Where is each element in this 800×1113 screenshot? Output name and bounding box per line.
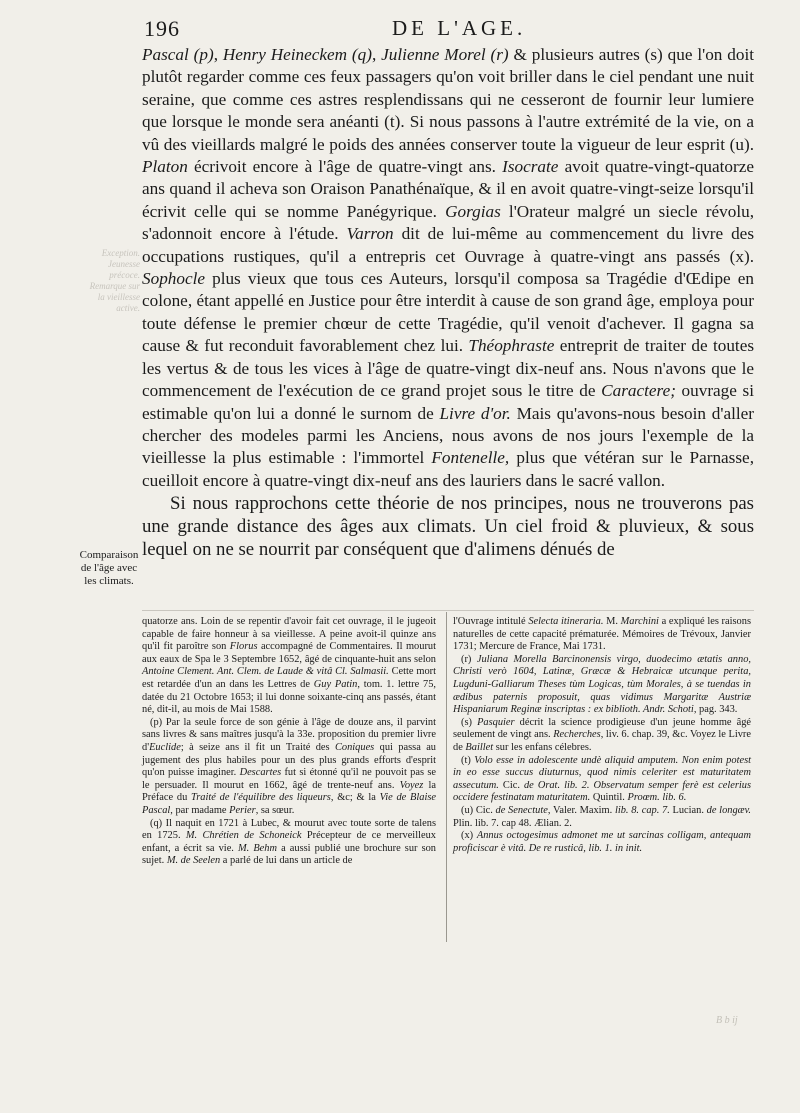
italic-run: lib. 8. cap. 7.: [614, 804, 670, 816]
text-run: l'Ouvrage intitulé: [453, 616, 529, 627]
italic-run: Isocrate: [502, 157, 559, 177]
text-run: l'Orateur malgré un siecle révolu, s'adonnoit encore à l'étude.: [142, 201, 754, 244]
italic-run: Caractere;: [601, 381, 676, 401]
italic-run: Euclide: [149, 741, 181, 753]
text-run: ; à seize ans il fit un Traité des: [180, 741, 335, 753]
text-run: fut si étonné qu'il ne pouvoit pas se le persuader. Il mourut en 1662, âgé de trente-neuf ans.: [142, 767, 436, 791]
footnote: [453, 717, 751, 755]
page-number: 196: [144, 16, 180, 41]
text-run: ouvrage si estimable qu'on lui a donné le surnom de: [142, 381, 754, 423]
footnote: [453, 755, 751, 805]
paragraph-2: [142, 492, 754, 561]
italic-run: Pascal (p): [142, 45, 214, 64]
text-run: entreprit de traiter de toutes les vertus & de tous les vices à l'âge de quatre-vingt dix-neuf ans. Nous n'avons que le commencement de l'exécution de ce grand projet sous le titre de: [142, 336, 755, 401]
italic-run: Volo esse in adolescente undè aliquid amputem. Non enim potest in eo esse succus diuturnus, quod nimis celeriter est maturitatem assecutum.: [453, 754, 752, 791]
text-run: Cette mort est retardée d'un an dans les Lettres de: [142, 666, 437, 690]
text-run: Lucian.: [669, 804, 707, 816]
text-run: décrit la science prodigieuse d'un jeune homme âgé seulement de vingt ans.: [453, 716, 752, 741]
text-run: (q) Il naquit en 1721 à Lubec, & mourut avec toute sorte de talens en 1725.: [142, 817, 436, 842]
text-run: , &c; & la: [330, 792, 380, 804]
footnote: [453, 830, 751, 855]
footnotes-left-column: [142, 616, 436, 868]
text-run: la Préface du: [142, 779, 436, 804]
text-run: avoit quatre-vingt-quatorze ans quand il acheva son Oraison Panathénaïque, & il en avoit quatre-vingt-seize lorsqu'il écrivit celle qui se nomme Panégyrique.: [142, 157, 754, 221]
italic-run: Annus octogesimus admonet me ut sarcinas colligam, antequam proficiscar è vitâ. De re rusticâ, lib. 1. in init.: [453, 830, 751, 854]
italic-run: Descartes: [239, 767, 282, 779]
text-run: Plin. lib. 7. cap 48. Ælian. 2.: [453, 817, 572, 829]
text-run: Si nous rapprochons cette théorie de nos principes, nous ne trouverons pas une grande distance des âges aux climats. Un ciel froid & pluvieux, & sous lequel on ne se nourrit par conséquent que d'alimens dénués de: [142, 493, 754, 561]
italic-run: Marchini: [620, 616, 659, 627]
text-run: , tom. 1. lettre 75, datée du 21 Octobre 1653; il lui donne soixante-cinq ans passés, étant né, dit-il, au mois de Mai 1588.: [142, 678, 436, 716]
italic-run: Coniques: [334, 741, 375, 753]
italic-run: Fontenelle,: [431, 448, 510, 468]
text-run: , sa sœur.: [255, 804, 295, 816]
text-run: Précepteur de ce merveilleux enfant, a écrit sa vie.: [142, 830, 436, 854]
italic-run: Perier: [229, 804, 256, 816]
text-run: (u) Cic.: [461, 804, 496, 816]
footnote: [142, 717, 436, 818]
italic-run: M. Chrétien de Schoneick: [185, 830, 302, 842]
italic-run: Juliana Morella Barcinonensis virgo, duodecimo ætatis anno, Christi verò 1604, Latinæ, Græcæ & Hebraicæ utcunque perita, Lugduni-Galliarum Theses tùm Logicas, tùm Morales, à se tuendas in ædibus paternis proposuit, quas vidimus Margaritæ Austriæ Hispaniarum Reginæ inscriptas : ex biblioth. Andr. Schoti: [453, 653, 751, 716]
footnote: [453, 805, 751, 830]
text-run: (x): [461, 830, 477, 842]
italic-run: Vie de Blaise Pascal: [142, 792, 436, 816]
italic-run: Julienne Morel (r): [381, 45, 509, 64]
running-title: DE L'AGE.: [392, 16, 527, 40]
italic-run: de Senectute: [495, 804, 548, 816]
italic-run: Traité de l'équilibre des liqueurs: [191, 792, 331, 804]
text-run: & plusieurs autres (s) que l'on doit plutôt regarder comme ces feux passagers qu'on voit briller dans le ciel pendant une nuit seraine, que comme ces astres resplendissans qui ne cesseront de fournir leur lumiere que lorsque le monde sera anéanti (t). Si nous passons à l'autre extrémité de la vie, on a vû des vieillards malgré le poids des années conserver toute la vigueur de leur esprit (u).: [142, 45, 755, 154]
text-run: , Valer. Maxim.: [547, 804, 615, 816]
column-rule: [446, 612, 447, 942]
text-run: ,: [213, 45, 223, 64]
text-run: Quintil.: [590, 792, 628, 804]
footnote: [142, 818, 436, 868]
italic-run: Voyez: [399, 779, 424, 791]
text-run: quatorze ans. Loin de se repentir d'avoir fait cet ouvrage, il le jugeoit capable de faire honneur à sa vieillesse. A peine avoit-il quinze ans qu'il fit paroître son: [142, 616, 436, 653]
text-run: sur les enfans célebres.: [493, 741, 592, 753]
italic-run: de longæv.: [706, 804, 752, 816]
text-run: , pag. 343.: [693, 704, 738, 716]
paragraph-1: [142, 44, 754, 492]
italic-run: Varron: [346, 224, 394, 244]
text-run: (p) Par la seule force de son génie à l'âge de douze ans, il parvint sans livres & sans maîtres jusqu'à la 33e. proposition du premier livre d': [142, 716, 436, 753]
margin-sidenote: Comparaison de l'âge avec les climats.: [79, 549, 139, 587]
italic-run: Platon: [142, 157, 188, 177]
italic-run: Gorgias: [445, 201, 501, 221]
italic-run: Henry Heineckem (q): [222, 45, 372, 64]
italic-run: de Orat. lib. 2. Observatum semper ferè est celerius occidere festinatam maturitatem.: [453, 779, 751, 804]
main-text: [142, 44, 754, 561]
text-run: Cic.: [498, 779, 524, 791]
footnote: [142, 616, 436, 717]
faint-margin-note: Exception. Jeunesse précoce. Remarque sur la vieillesse active.: [89, 248, 140, 313]
text-run: , liv. 6. chap. 39, &c. Voyez le Livre de: [453, 729, 751, 753]
italic-run: Sophocle: [142, 269, 206, 289]
notes-separator: [142, 610, 754, 611]
text-run: qui passa au jugement des plus habiles pour un des plus grands efforts d'esprit qu'on puisse imaginer.: [142, 741, 436, 779]
text-run: a parlé de lui dans un article de: [220, 855, 353, 867]
italic-run: Proœm. lib. 6.: [627, 792, 687, 804]
footnote: [453, 616, 751, 654]
footnotes-right-column: [453, 616, 751, 855]
text-run: , par madame: [170, 804, 230, 816]
italic-run: Théophraste: [468, 336, 555, 356]
italic-run: M. de Seelen: [166, 855, 221, 867]
text-run: dit de lui-même au commencement du livre des occupations rustiques, qu'il a entrepris cet Ouvrage à quatre-vingt ans passés (x).: [142, 224, 755, 266]
italic-run: Livre d'or.: [439, 403, 511, 423]
text-run: M.: [603, 616, 621, 627]
text-run: a aussi publié une brochure sur son sujet.: [142, 842, 436, 867]
text-run: Mais qu'avons-nous besoin d'aller chercher des modeles parmi les Anciens, nous avons de nos jours l'exemple de la vieillesse la plus estimable : l'immortel: [142, 403, 754, 468]
text-run: accompagné de Commentaires. Il mourut aux eaux de Spa le 3 Septembre 1652, âgé de cinquante-huit ans selon: [142, 641, 436, 665]
italic-run: Selecta itineraria.: [528, 616, 604, 627]
text-run: écrivoit encore à l'âge de quatre-vingt ans.: [187, 157, 503, 177]
italic-run: M. Behm: [238, 842, 277, 854]
text-run: plus que vétéran sur le Parnasse, cueilloit encore à quatre-vingt dix-neuf ans des lauriers dans le sacré vallon.: [142, 448, 754, 490]
text-run: ,: [371, 45, 382, 64]
text-run: (r): [461, 653, 477, 665]
signature-mark: B b ij: [716, 1015, 738, 1026]
italic-run: Recherches: [553, 729, 601, 741]
text-run: (s): [461, 716, 478, 728]
italic-run: Pasquier: [477, 716, 515, 728]
footnote: [453, 654, 751, 717]
italic-run: Florus: [229, 641, 258, 653]
italic-run: Baillet: [465, 741, 494, 753]
italic-run: Guy Patin: [313, 678, 358, 690]
italic-run: Antoine Clement. Ant. Clem. de Laude & vitâ Cl. Salmasii.: [142, 666, 389, 678]
text-run: a expliqué les raisons naturelles de cette capacité prématurée. Mémoires de Trévoux, Janvier 1731; Mercure de France, Mai 1731.: [453, 616, 751, 653]
text-run: plus vieux que tous ces Auteurs, lorsqu'il composa sa Tragédie d'Œdipe en colone, étant appellé en Justice pour être interdit à cause de son grand âge, employa pour toute défense le premier chœur de cette Tragédie, qu'il venoit d'achever. Il gagna sa cause & fut reconduit favorablement chez lui.: [142, 269, 754, 356]
page-header: [112, 16, 752, 40]
text-run: (t): [461, 754, 475, 766]
